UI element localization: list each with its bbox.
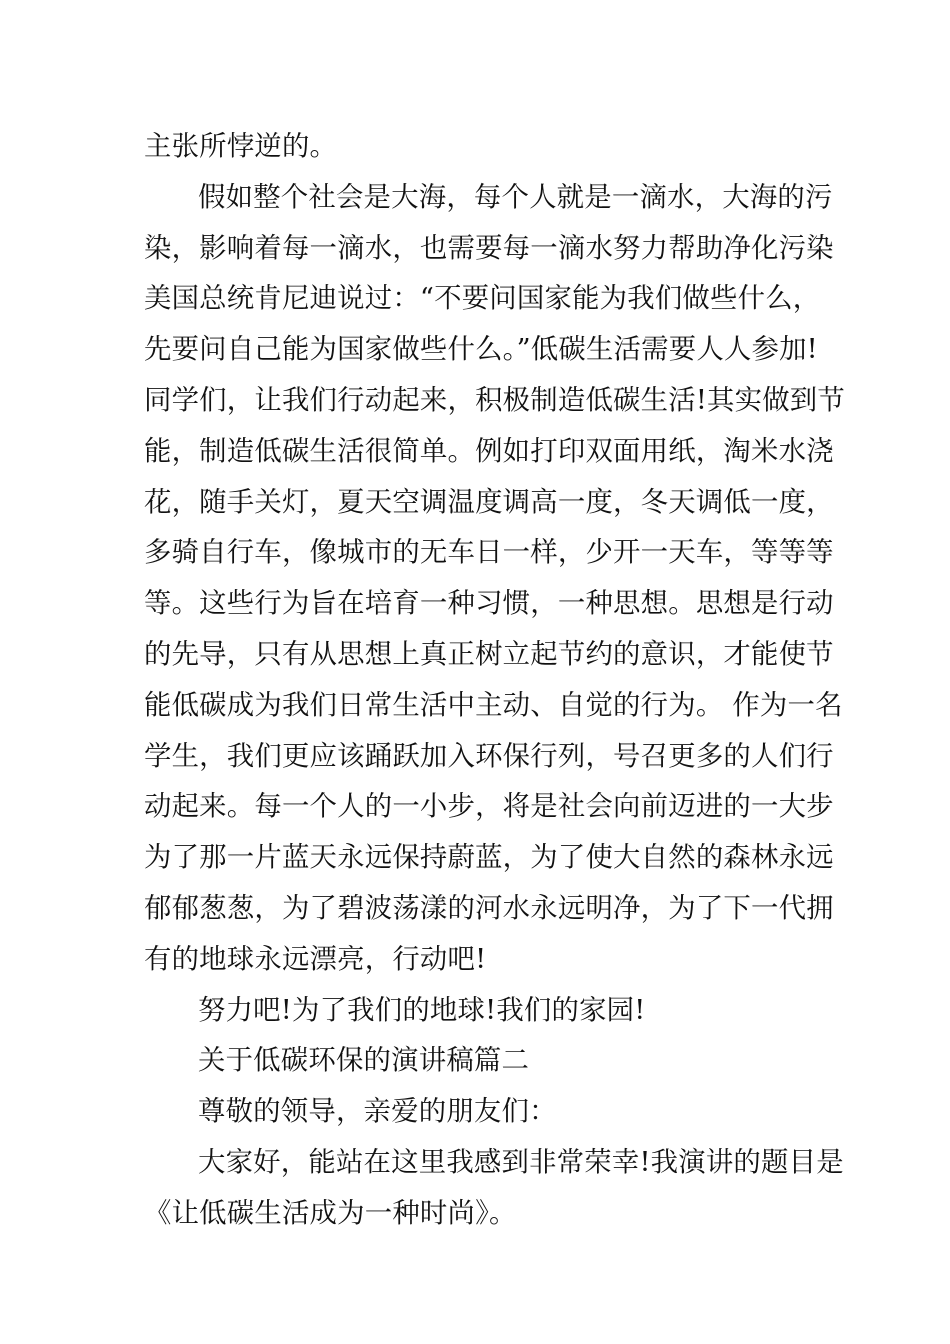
text-line: 同学们，让我们行动起来，积极制造低碳生活!其实做到节 [144, 384, 845, 416]
text-line: 学生，我们更应该踊跃加入环保行列，号召更多的人们行 [144, 740, 834, 772]
text-line: 多骑自行车，像城市的无车日一样，少开一天车，等等等 [144, 537, 834, 569]
document-body [144, 122, 845, 1240]
section-heading: 关于低碳环保的演讲稿篇二 [198, 1045, 530, 1077]
text-line: 《让低碳生活成为一种时尚》。 [144, 1197, 517, 1229]
text-line: 的先导，只有从思想上真正树立起节约的意识，才能使节 [144, 638, 834, 670]
text-line: 大家好，能站在这里我感到非常荣幸!我演讲的题目是 [198, 1146, 844, 1178]
text-line: 等。这些行为旨在培育一种习惯，一种思想。思想是行动 [144, 588, 834, 620]
text-line: 努力吧!为了我们的地球!我们的家园! [198, 994, 646, 1026]
text-line: 花，随手关灯，夏天空调温度调高一度，冬天调低一度， [144, 486, 834, 518]
text-line: 假如整个社会是大海，每个人就是一滴水，大海的污 [198, 181, 833, 213]
text-line: 动起来。每一个人的一小步，将是社会向前迈进的一大步 [144, 791, 834, 823]
text-line: 染，影响着每一滴水，也需要每一滴水努力帮助净化污染 [144, 232, 834, 264]
salutation: 尊敬的领导，亲爱的朋友们： [198, 1096, 557, 1128]
text-line: 能，制造低碳生活很简单。例如打印双面用纸，淘米水浇 [144, 435, 834, 467]
text-line: 先要问自己能为国家做些什么。”低碳生活需要人人参加! [144, 334, 818, 366]
text-line: 美国总统肯尼迪说过：“不要问国家能为我们做些什么， [144, 283, 821, 315]
text-line: 有的地球永远漂亮，行动吧! [144, 943, 487, 975]
text-line: 为了那一片蓝天永远保持蔚蓝，为了使大自然的森林永远 [144, 842, 834, 874]
text-line: 郁郁葱葱，为了碧波荡漾的河水永远明净，为了下一代拥 [144, 892, 834, 924]
text-line: 主张所悖逆的。 [144, 131, 338, 162]
text-line: 能低碳成为我们日常生活中主动、自觉的行为。 作为一名 [144, 689, 843, 721]
